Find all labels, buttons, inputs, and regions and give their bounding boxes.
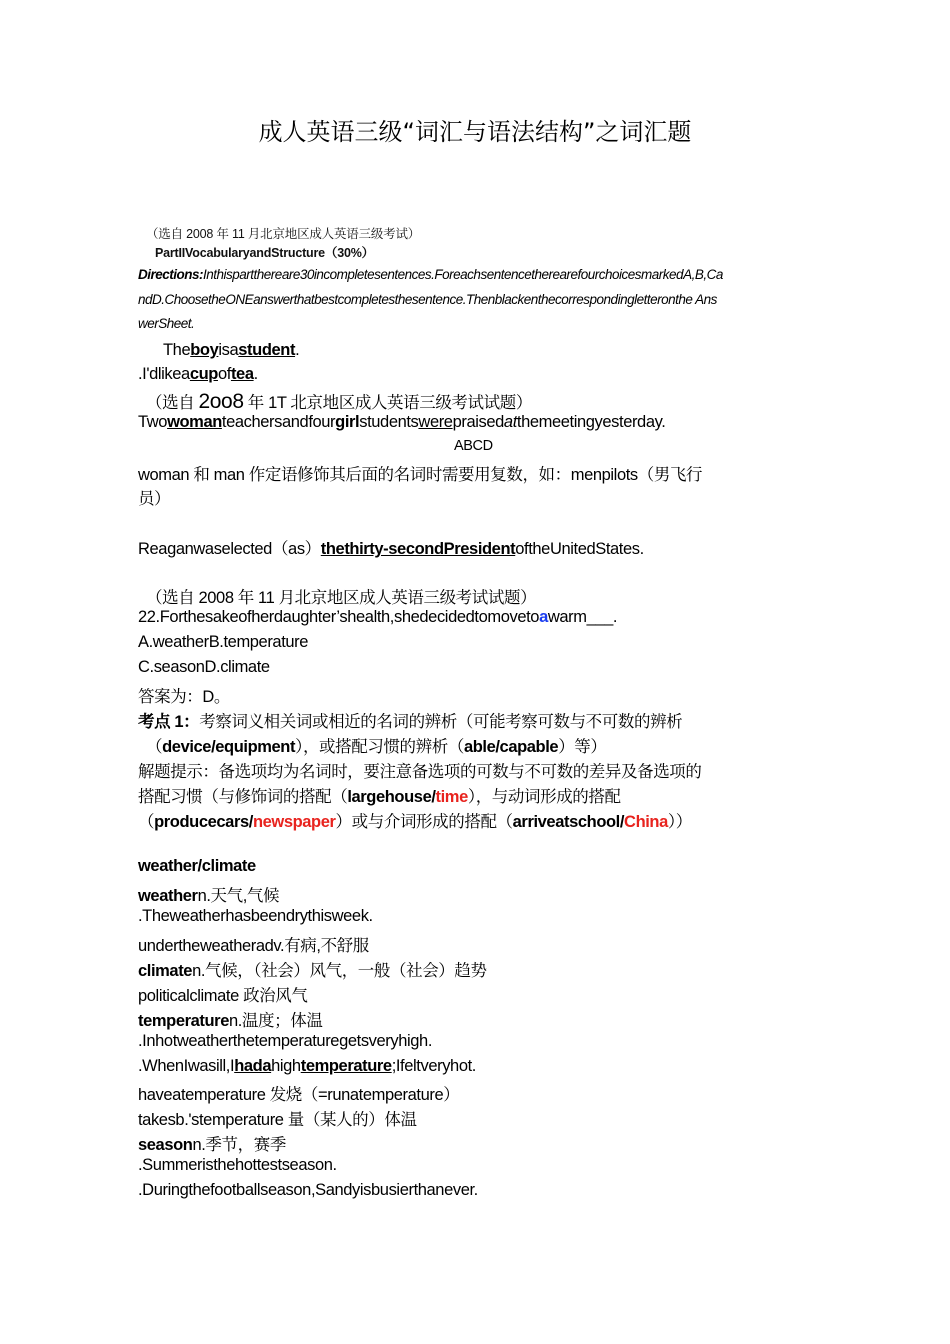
test-point-line-2: （device/equipment），或搭配习惯的辨析（able/capable）等） bbox=[146, 738, 607, 756]
under-the-weather: undertheweatheradv.有病,不舒服 bbox=[138, 937, 369, 955]
temperature-example-1: .Inhotweatherthetemperaturegetsveryhigh. bbox=[138, 1032, 433, 1050]
example-sentence-1: Theboyisastudent. bbox=[163, 341, 300, 359]
example-sentence-2: .I'dlikeacupoftea. bbox=[138, 365, 258, 383]
options-a-b: A.weatherB.temperature bbox=[138, 633, 309, 651]
climate-entry: climaten.气候，（社会）风气，一般（社会）趋势 bbox=[138, 962, 487, 980]
options-c-d: C.seasonD.climate bbox=[138, 658, 270, 676]
source-note-2: （选自 2oo8 年 1T 北京地区成人英语三级考试试题） bbox=[146, 390, 532, 413]
directions-label: Directions: bbox=[138, 267, 204, 282]
directions-line-2: ndD.ChoosetheONEanswerthatbestcompletesthesentence.Thenblackenthecorrespondingletteronthe Ans bbox=[138, 292, 717, 307]
season-example-2: .Duringthefootballseason,Sandyisbusierthanever. bbox=[138, 1181, 478, 1199]
hint-line-1: 解题提示：备选项均为名词时，要注意备选项的可数与不可数的差异及备选项的 bbox=[138, 763, 702, 781]
answer: 答案为：D。 bbox=[138, 688, 231, 706]
part-heading: PartIIVocabularyandStructure（30%） bbox=[155, 246, 374, 260]
political-climate: politicalclimate 政治风气 bbox=[138, 987, 308, 1005]
hint-line-3: （producecars/newspaper）或与介词形成的搭配（arriveatschool/China）） bbox=[138, 813, 692, 831]
hint-line-2: 搭配习惯（与修饰词的搭配（largehouse/time），与动词形成的搭配 bbox=[138, 788, 621, 806]
have-temperature: haveatemperature 发烧（=runatemperature） bbox=[138, 1086, 460, 1104]
weather-example: .Theweatherhasbeendrythisweek. bbox=[138, 907, 373, 925]
season-example-1: .Summeristhehottestseason. bbox=[138, 1156, 337, 1174]
directions-line-3: werSheet. bbox=[138, 316, 195, 331]
temperature-example-2: .WhenIwasill,Ihadahightemperature;Ifeltveryhot. bbox=[138, 1057, 476, 1075]
directions-line-1: Directions:Inthispartthereare30incompletesentences.ForeachsentencetherearefourchoicesmarkedA,B,Ca bbox=[138, 267, 723, 282]
page-title: 成人英语三级“词汇与语法结构”之词汇题 bbox=[258, 118, 692, 146]
season-entry: seasonn.季节，赛季 bbox=[138, 1136, 286, 1154]
take-temperature: takesb.'stemperature 量（某人的）体温 bbox=[138, 1111, 417, 1129]
option-letters: ABCD bbox=[454, 438, 493, 454]
question-two-women: Twowomanteachersandfourgirlstudentswerepraisedatthemeetingyesterday. bbox=[138, 413, 666, 431]
question-22: 22.Forthesakeofherdaughter’shealth,shedecidedtomovetoawarm___. bbox=[138, 608, 618, 626]
note-woman-man-cont: 员） bbox=[138, 490, 171, 508]
note-woman-man: woman 和 man 作定语修饰其后面的名词时需要用复数，如：menpilots（男飞行 bbox=[138, 466, 703, 484]
temperature-entry: temperaturen.温度；体温 bbox=[138, 1012, 323, 1030]
source-note: （选自 2008 年 11 月北京地区成人英语三级考试） bbox=[146, 227, 421, 241]
source-note-3: （选自 2008 年 11 月北京地区成人英语三级考试试题） bbox=[146, 589, 537, 607]
reagan-sentence: Reaganwaselected（as）thethirty-secondPresidentoftheUnitedStates. bbox=[138, 540, 644, 558]
vocab-heading: weather/climate bbox=[138, 857, 256, 875]
weather-entry: weathern.天气,气候 bbox=[138, 887, 280, 905]
test-point-line-1: 考点 1：考察词义相关词或相近的名词的辨析（可能考察可数与不可数的辨析 bbox=[138, 713, 683, 731]
